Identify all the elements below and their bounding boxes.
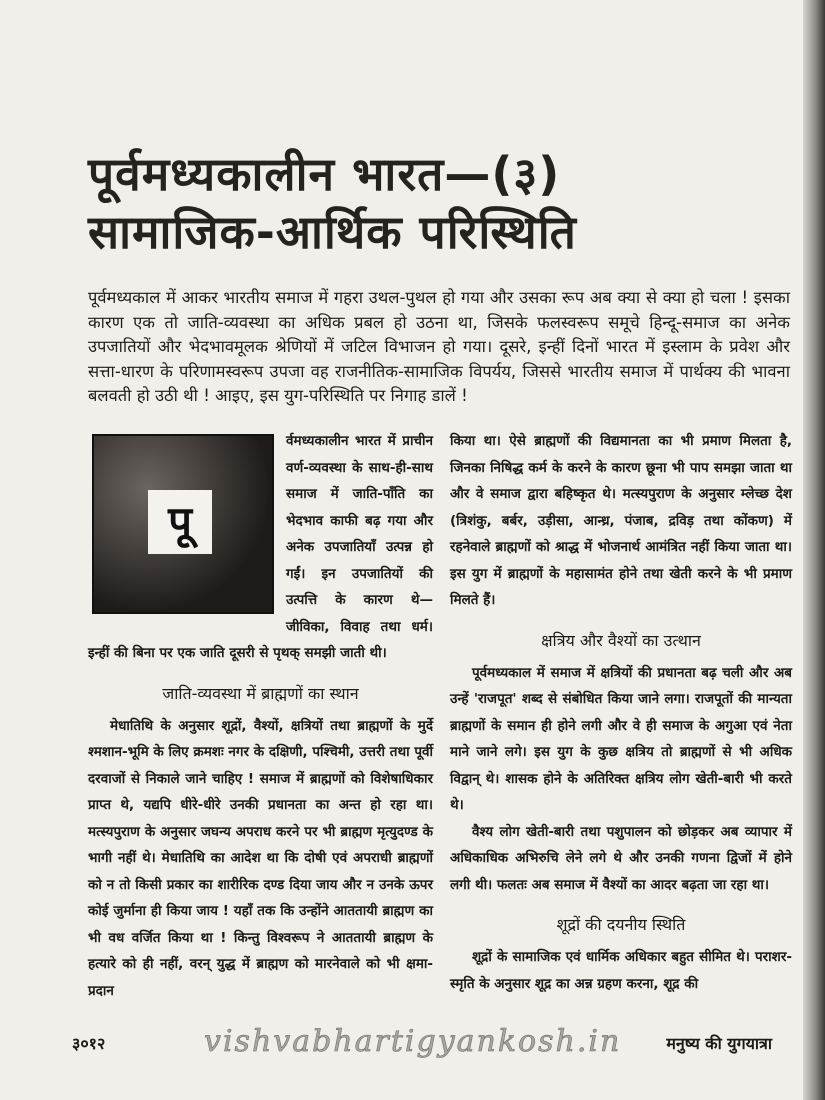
left-paragraph-2: मेधातिथि के अनुसार शूद्रों, वैश्यों, क्षत्रियों तथा ब्राह्मणों के मुर्दे श्मशान-भूमि के लिए क्रमशः नगर के दक्षिणी, पश्चिमी, उत्तरी तथा पूर्वी दरवाजों से निकाले जाने चाहिए ! समाज में ब्राह्मणों को विशेषाधिकार प्राप्त थे, यद्यपि धीरे-धीरे उनकी प्रधानता का अन्त हो रहा था। मत्स्यपुराण के अनुसार जघन्य अपराध करने पर भी ब्राह्मण मृत्युदण्ड के भागी नहीं थे। मेधातिथि का आदेश था कि दोषी एवं अपराधी ब्राह्मणों को न तो किसी प्रकार का शारीरिक दण्ड दिया जाय और न उनके ऊपर कोई जुर्माना ही किया जाय ! यहाँ तक कि उन्होंने आततायी ब्राह्मण का भी वध वर्जित किया था ! किन्तु विश्वरूप ने आततायी ब्राह्मण के हत्यारे को ही नहीं, वरन् युद्ध में ब्राह्मण को मारनेवाले को भी क्षमा-प्रदान — [88, 717, 433, 999]
left-paragraph-1: र्वमध्यकालीन भारत में प्राचीन वर्ण-व्यवस्था के साथ-ही-साथ समाज में जाति-पाँति का भेदभाव काफी बढ़ गया और अनेक उपजातियाँ उत्पन्न हो गईं। इन उपजातियों की उत्पत्ति के कारण थे—जीविका, विवाह तथा धर्म। इन्हीं की बिना पर एक जाति दूसरी से पृथक् समझी जाती थी। — [88, 433, 433, 661]
chapter-title — [88, 145, 648, 261]
right-paragraph-4: शूद्रों के सामाजिक एवं धार्मिक अधिकार बहुत सीमित थे। पराशर-स्मृति के अनुसार शूद्र का अन्न ग्रहण करना, शूद्र की — [450, 949, 792, 992]
dropcap-illustration — [92, 434, 274, 614]
watermark: vishvabhartigyankosh.in — [204, 1024, 622, 1059]
intro-paragraph: पूर्वमध्यकाल में आकर भारतीय समाज में गहरा उथल-पुथल हो गया और उसका रूप अब क्या से क्या हो चला ! इसका कारण एक तो जाति-व्यवस्था का अधिक प्रबल हो उठना था, जिसके फलस्वरूप समूचे हिन्दू-समाज का अनेक उपजातियों और भेदभावमूलक श्रेणियों में जटिल विभाजन हो गया। दूसरे, इन्हीं दिनों भारत में इस्लाम के प्रवेश और सत्ता-धारण के परिणामस्वरूप उपजा वह राजनीतिक-सामाजिक विपर्यय, जिससे भारतीय समाज में पार्थक्य की भावना बलवती हो उठी थी ! आइए, इस युग-परिस्थिति पर निगाह डालें ! — [88, 288, 790, 405]
chapter-title-line1: पूर्वमध्यकालीन भारत—(३) — [88, 147, 561, 201]
page-footer — [72, 1024, 772, 1059]
right-paragraph-1: किया था। ऐसे ब्राह्मणों की विद्यमानता का भी प्रमाण मिलता है, जिनका निषिद्ध कर्म के करने के कारण छूना भी पाप समझा जाता था और वे समाज द्वारा बहिष्कृत थे। मत्स्यपुराण के अनुसार म्लेच्छ देश (त्रिशंकु, बर्बर, उड़ीसा, आन्ध्र, पंजाब, द्रविड़ तथा कोंकण) में रहनेवाले ब्राह्मणों को श्राद्ध में भोजनार्थ आमंत्रित नहीं किया जाता था। इस युग में ब्राह्मणों के महासामंत होने तथा खेती करने के भी प्रमाण मिलते हैं। — [450, 433, 792, 608]
section-heading-brahmins: जाति-व्यवस्था में ब्राह्मणों का स्थान — [162, 683, 359, 703]
section-heading-shudras: शूद्रों की दयनीय स्थिति — [556, 915, 686, 934]
left-column — [88, 428, 433, 1004]
right-paragraph-3: वैश्य लोग खेती-बारी तथा पशुपालन को छोड़कर अब व्यापार में अधिकाधिक अभिरुचि लेने लगे थे और उनकी गणना द्विजों में होने लगी थी। फलतः अब समाज में वैश्यों का आदर बढ़ता जा रहा था। — [450, 823, 792, 893]
chapter-title-line2: सामाजिक-आर्थिक परिस्थिति — [88, 205, 577, 259]
page-number: ३०१२ — [72, 1034, 106, 1053]
right-paragraph-2: पूर्वमध्यकाल में समाज में क्षत्रियों की प्रधानता बढ़ चली और अब उन्हें 'राजपूत' शब्द से संबोधित किया जाने लगा। राजपूतों की मान्यता ब्राह्मणों के समान ही होने लगी और वे ही समाज के अगुआ एवं नेता माने जाने लगे। इस युग के कुछ क्षत्रिय तो ब्राह्मणों से भी अधिक विद्वान् थे। शासक होने के अतिरिक्त क्षत्रिय लोग खेती-बारी भी करते थे। — [450, 664, 792, 813]
book-title: मनुष्य की युगयात्रा — [666, 1034, 772, 1053]
section-heading-kshatriya-vaishya: क्षत्रिय और वैश्यों का उत्थान — [541, 630, 701, 650]
page-edge-shadow — [803, 0, 825, 1100]
dropcap-letter: पू — [148, 490, 212, 554]
right-column — [450, 428, 792, 997]
